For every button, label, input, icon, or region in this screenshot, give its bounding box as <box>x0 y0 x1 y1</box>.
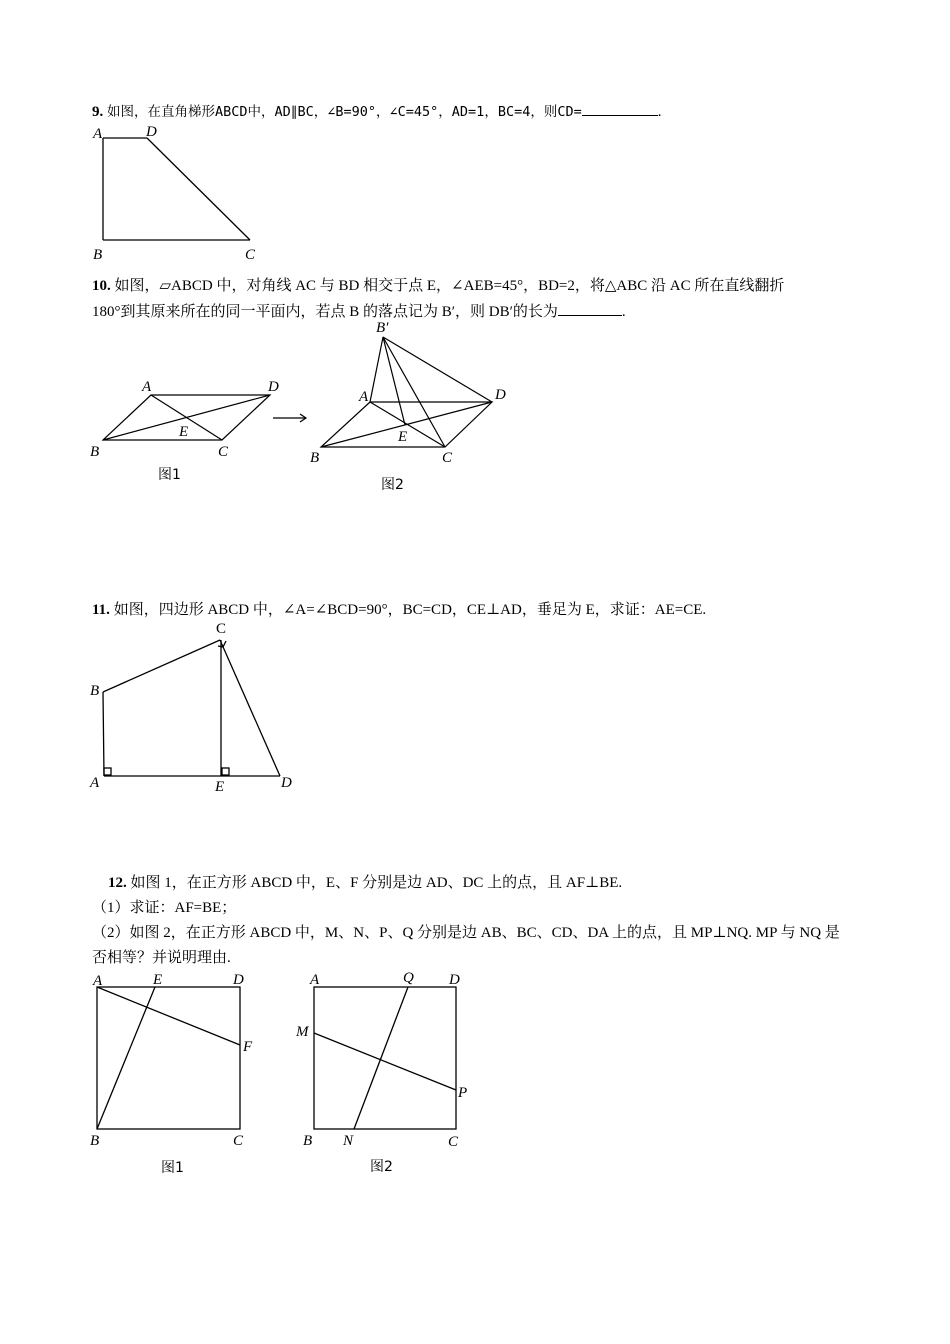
q9-label-B: B <box>93 247 103 263</box>
q12-line1 <box>108 873 622 893</box>
q11-label-A: A <box>90 775 100 791</box>
q11-label-E: E <box>215 779 225 795</box>
q10-fig2-label-A: A <box>359 389 369 405</box>
q12-fig1-label-D: D <box>233 972 244 988</box>
q10-fig2-label-C: C <box>442 450 453 466</box>
q10-fig1-label-E: E <box>179 424 189 440</box>
q11-text <box>92 600 706 620</box>
q10-stem-2: 180°到其原来所在的同一平面内，若点 B 的落点记为 B′，则 DB′的长为 <box>92 304 558 320</box>
q9-label-A: A <box>93 126 103 142</box>
q12-fig1-label-F: F <box>243 1039 253 1055</box>
q11-edge-BC <box>103 640 220 692</box>
q12-fig1-caption: 图1 <box>161 1160 184 1176</box>
q11-stem: 如图，四边形 ABCD 中，∠A=∠BCD=90°，BC=CD，CE⊥AD，垂足为 E，求证：AE=CE. <box>113 602 707 618</box>
q12-fig2-label-Q: Q <box>403 970 414 986</box>
q10-fig1-label-D: D <box>268 379 279 395</box>
q11-label-B: B <box>90 683 100 699</box>
q9-period: . <box>657 104 662 120</box>
q11-edge-AB <box>103 692 104 776</box>
q10-fig2-caption: 图2 <box>381 477 404 493</box>
q11-label-C: C <box>216 621 227 637</box>
q10-fig2-label-D: D <box>495 387 506 403</box>
q10-fig1-label-C: C <box>218 444 229 460</box>
q12-fig2-lines <box>314 987 456 1129</box>
q9-label-C: C <box>245 247 256 263</box>
q12-line4: 否相等？并说明理由. <box>92 950 231 966</box>
q9-stem: 如图，在直角梯形ABCD中，AD∥BC，∠B=90°，∠C=45°，AD=1，BC=4，则CD= <box>107 104 582 120</box>
q11-right-angle-A <box>104 768 111 775</box>
q10-arrow <box>273 414 306 422</box>
q10-answer-blank[interactable] <box>558 301 622 316</box>
q12-fig1-label-A: A <box>93 973 103 989</box>
q9-label-D: D <box>146 124 157 140</box>
q10-line1 <box>92 276 784 296</box>
q9-edge-DC <box>147 138 250 240</box>
q12-line2: （1）求证：AF=BE； <box>92 900 237 916</box>
q12-stem-1: 如图 1，在正方形 ABCD 中，E、F 分别是边 AD、DC 上的点，且 AF⊥BE. <box>130 875 623 891</box>
q12-fig2-label-A: A <box>310 972 320 988</box>
q10-fig1-lines <box>103 395 270 440</box>
q11-right-angle-C <box>218 641 226 647</box>
q12-fig2-label-B: B <box>303 1133 313 1149</box>
q10-stem-1: 如图，▱ABCD 中，对角线 AC 与 BD 相交于点 E，∠AEB=45°，BD=2，将△ABC 沿 AC 所在直线翻折 <box>114 278 785 294</box>
q12-fig2-label-M: M <box>296 1024 309 1040</box>
q12-fig2-label-C: C <box>448 1134 459 1150</box>
q12-fig1-lines <box>97 987 240 1129</box>
q11-edge-CD <box>220 640 280 776</box>
q10-fig2-lines <box>321 337 492 447</box>
q11-right-angle-E <box>222 768 229 775</box>
q10-period: . <box>621 304 626 320</box>
q11-label-D: D <box>281 775 292 791</box>
q10-fig1-label-A: A <box>142 379 152 395</box>
q10-number: 10. <box>92 278 111 294</box>
q12-line3: （2）如图 2，在正方形 ABCD 中，M、N、P、Q 分别是边 AB、BC、CD、DA 上的点，且 MP⊥NQ. MP 与 NQ 是 <box>92 925 840 941</box>
q12-fig1-label-C: C <box>233 1133 244 1149</box>
q10-fig2-label-E: E <box>398 429 408 445</box>
q10-fig1-caption: 图1 <box>158 467 181 483</box>
q9-text <box>92 101 661 122</box>
q10-line2 <box>92 301 626 322</box>
q12-fig2-label-D: D <box>449 972 460 988</box>
q12-fig1-label-B: B <box>90 1133 100 1149</box>
q12-fig2-label-N: N <box>343 1133 354 1149</box>
q12-fig2-label-P: P <box>458 1085 468 1101</box>
q9-answer-blank[interactable] <box>582 101 658 116</box>
q10-fig1-label-B: B <box>90 444 100 460</box>
q9-number: 9. <box>92 104 104 120</box>
q11-number: 11. <box>92 602 110 618</box>
q10-fig2-label-Bprime: B′ <box>376 320 389 336</box>
q10-fig2-label-B: B <box>310 450 320 466</box>
q12-fig2-caption: 图2 <box>370 1159 393 1175</box>
q12-number: 12. <box>108 875 127 891</box>
q12-fig1-label-E: E <box>153 972 163 988</box>
